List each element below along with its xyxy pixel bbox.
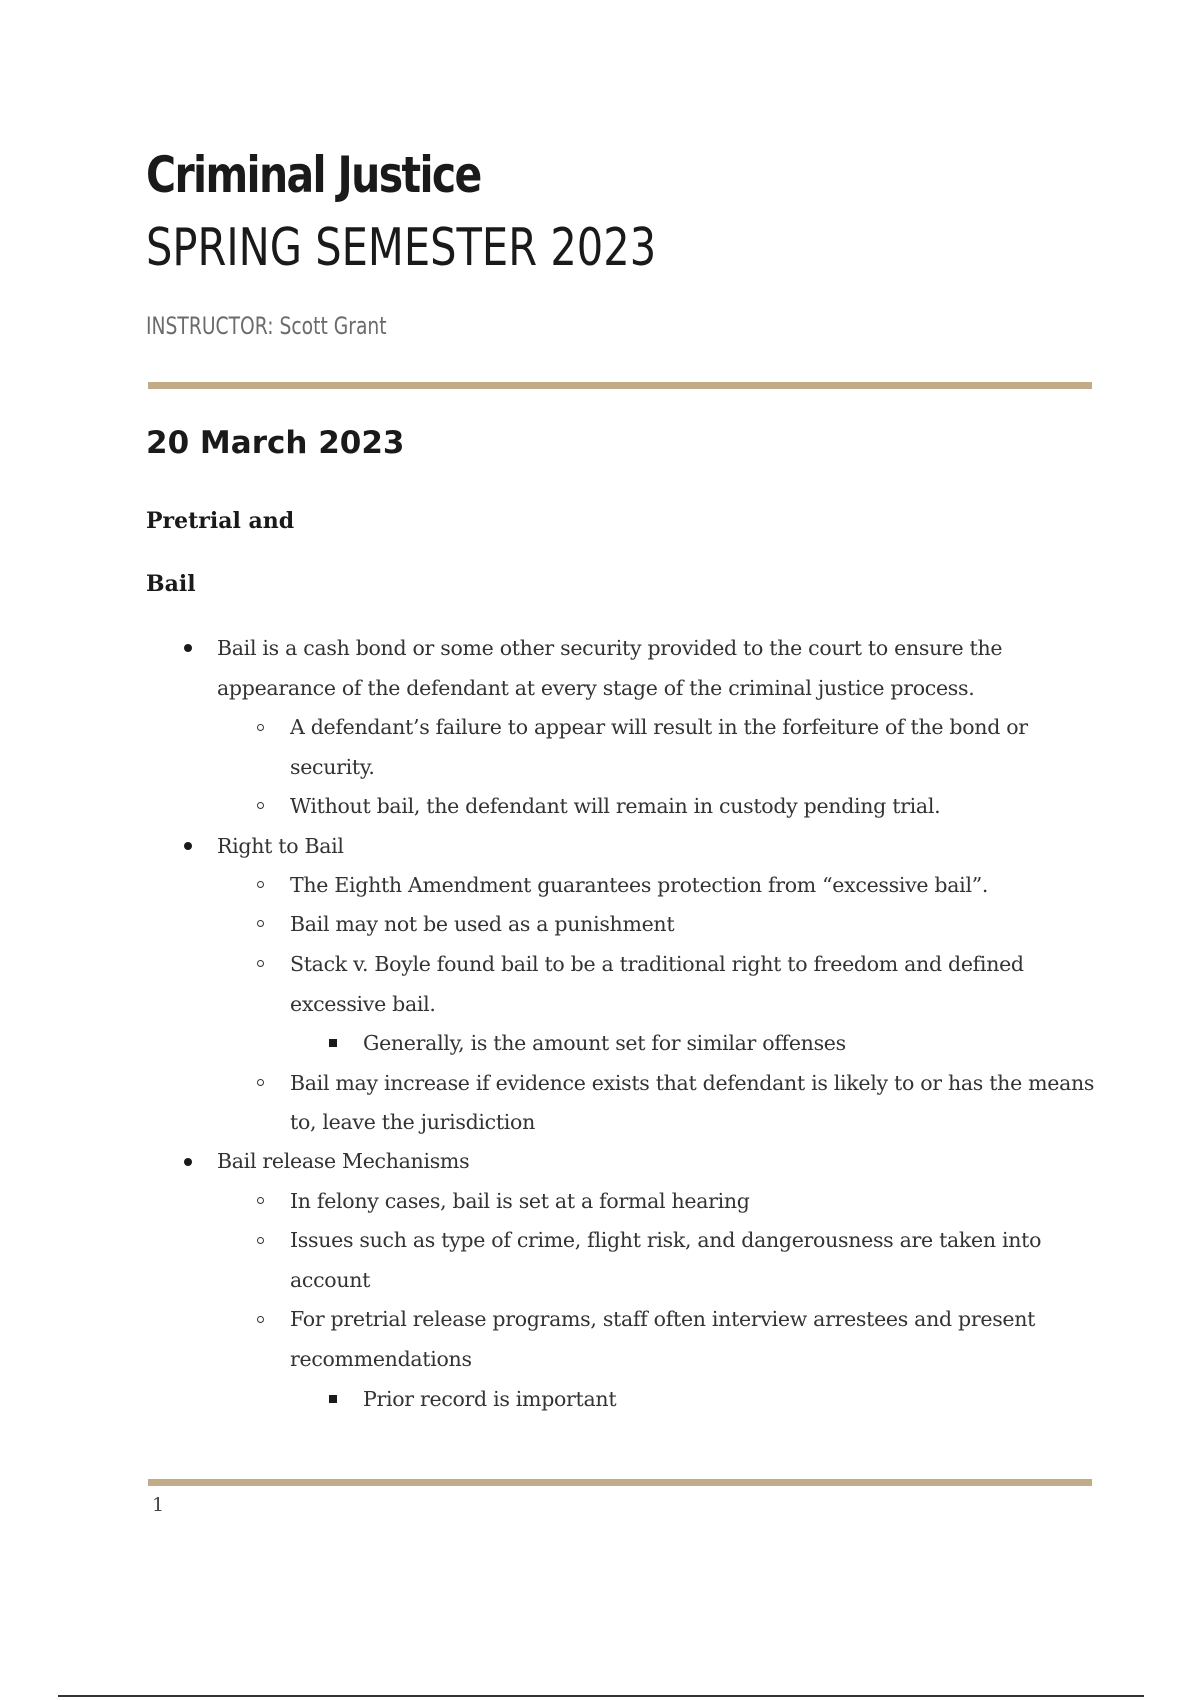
list-item: In felony cases, bail is set at a formal hearing — [290, 1189, 750, 1213]
list-item: For pretrial release programs, staff often interview arrestees and present — [290, 1307, 1036, 1331]
list-item: Prior record is important — [363, 1387, 617, 1411]
list-item: Generally, is the amount set for similar offenses — [363, 1031, 846, 1055]
page-number: 1 — [152, 1494, 165, 1516]
bullet-circle-icon — [257, 1197, 264, 1204]
screen-edge-divider — [58, 1695, 1144, 1697]
list-item: Without bail, the defendant will remain in custody pending trial. — [290, 794, 941, 818]
list-item-continuation: excessive bail. — [290, 992, 436, 1016]
bullet-square-icon — [329, 1039, 337, 1047]
section-title: Pretrial and — [146, 508, 295, 534]
list-item-continuation: security. — [290, 755, 375, 779]
bullet-square-icon — [329, 1395, 337, 1403]
bullet-circle-icon — [257, 960, 264, 967]
list-item-continuation: account — [290, 1268, 371, 1292]
bullet-disc-icon — [184, 644, 192, 652]
instructor-label: INSTRUCTOR: Scott Grant — [146, 312, 387, 340]
list-item: The Eighth Amendment guarantees protection from “excessive bail”. — [290, 873, 989, 897]
course-title: Criminal Justice — [146, 146, 481, 204]
bullet-circle-icon — [257, 1316, 264, 1323]
list-item: Bail may increase if evidence exists that defendant is likely to or has the means — [290, 1071, 1095, 1095]
bullet-circle-icon — [257, 920, 264, 927]
bullet-disc-icon — [184, 1158, 192, 1166]
list-item-continuation: recommendations — [290, 1347, 472, 1371]
date-heading: 20 March 2023 — [146, 425, 405, 461]
list-item-continuation: to, leave the jurisdiction — [290, 1110, 535, 1134]
list-item: Bail release Mechanisms — [217, 1149, 470, 1173]
bullet-disc-icon — [184, 842, 192, 850]
list-item: Stack v. Boyle found bail to be a traditional right to freedom and defined — [290, 952, 1024, 976]
header-divider — [148, 382, 1092, 389]
list-item: A defendant’s failure to appear will result in the forfeiture of the bond or — [290, 715, 1028, 739]
section-title: Bail — [146, 571, 196, 597]
list-item: Issues such as type of crime, flight risk, and dangerousness are taken into — [290, 1228, 1042, 1252]
bullet-circle-icon — [257, 724, 264, 731]
list-item: Right to Bail — [217, 834, 344, 858]
bullet-circle-icon — [257, 881, 264, 888]
bullet-circle-icon — [257, 1237, 264, 1244]
list-item: Bail is a cash bond or some other security provided to the court to ensure the — [217, 636, 1003, 660]
list-item-continuation: appearance of the defendant at every stage of the criminal justice process. — [217, 676, 975, 700]
bullet-circle-icon — [257, 1079, 264, 1086]
bullet-circle-icon — [257, 802, 264, 809]
semester-subtitle: SPRING SEMESTER 2023 — [146, 218, 657, 278]
list-item: Bail may not be used as a punishment — [290, 912, 675, 936]
footer-divider — [148, 1479, 1092, 1486]
